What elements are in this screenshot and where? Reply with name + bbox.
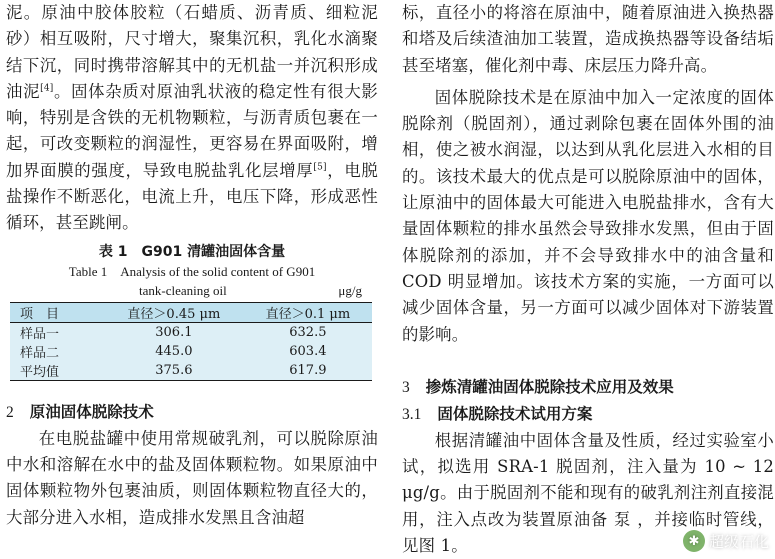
section-3-number: 3: [402, 378, 410, 396]
table-row: [10, 361, 372, 381]
table-header-item: 项 目: [10, 302, 104, 322]
section-2-number: 2: [6, 403, 14, 421]
table-row: [10, 322, 372, 342]
watermark: [683, 530, 769, 552]
table-cell: 632.5: [289, 324, 327, 340]
reference-5[interactable]: [5]: [313, 162, 327, 173]
right-paragraph-2: 固体脱除技术是在原油中加入一定浓度的固体脱除剂（脱固剂），通过剥除包裹在固体外围的油相，使之被水润湿，以达到从乳化层进入水相的目的。该技术最大的优点是可以脱除原油中的固体，让原油中的固体最大可能进入电脱盐排水，含有大量固体颗粒的排水虽然会导致排水发黑，但由于固体脱除剂的添加，并不会导致排水中的油含量和 COD 明显增加。该技术方案的实施，一方面可以减少固体含量，另一方面可以减少固体对下游装置的影响。: [402, 87, 774, 344]
table-cell: 样品二: [20, 345, 60, 361]
section-2-title: 原油固体脱除技术: [29, 402, 154, 421]
table-cell: 样品一: [20, 326, 60, 342]
table-caption-en-line2: [6, 282, 378, 302]
table-caption-en-cont: tank-cleaning oil: [139, 282, 227, 298]
section-3-heading: [402, 374, 774, 401]
left-paragraph-2: 在电脱盐罐中使用常规破乳剂，可以脱除原油中水和溶解在水中的盐及固体颗粒物。如果原油中固体颗粒物外包裹油质，则固体颗粒物直径大的，大部分进入水相，造成排水发黑且含油超: [6, 428, 378, 527]
left-para1-text-c: ，电脱盐操作不断恶化，电流上升，电压下降，形成恶性循环，甚至跳闸。: [6, 160, 378, 233]
section-3-1-title: 固体脱除技术试用方案: [437, 404, 593, 423]
right-column: [402, 0, 774, 559]
section-3-1-heading: [402, 401, 774, 428]
left-para1-text: 泥。原油中胶体胶粒（石蜡质、沥青质、细粒泥砂）相互吸附，尺寸增大，聚集沉积，乳化水滴聚结下沉，同时携带溶解其中的无机盐一并沉积形成油泥: [6, 3, 378, 101]
table-cell: 306.1: [155, 324, 193, 340]
section-3-title: 掺炼清罐油固体脱除技术应用及效果: [425, 377, 674, 396]
table-unit: μg/g: [338, 282, 362, 298]
table-cell: 617.9: [289, 362, 327, 378]
right-paragraph-1: 标，直径小的将溶在原油中，随着原油进入换热器和塔及后续渣油加工装置，造成换热器等设备结垢甚至堵塞，催化剂中毒、床层压力降升高。: [402, 3, 774, 75]
table-1: [6, 242, 378, 381]
table-header-045: 直径＞0.45 μm: [104, 302, 244, 322]
left-column: [6, 0, 378, 531]
section-2-heading: [6, 399, 378, 426]
watermark-text: 超级石化: [708, 532, 769, 551]
reference-4[interactable]: [4]: [40, 83, 54, 94]
table-cell: 375.6: [155, 362, 193, 378]
left-paragraph-1: [6, 0, 378, 237]
table-caption-en: Table 1 Analysis of the solid content of G901: [68, 263, 316, 279]
table-caption-cn: 表 1 G901 清罐油固体含量: [98, 243, 286, 260]
wechat-logo-icon: ✱: [683, 530, 705, 552]
solid-content-table: [10, 302, 372, 381]
table-header-row: [10, 302, 372, 322]
left-para1-text-b: 。固体杂质对原油乳状液的稳定性有很大影响，特别是含铁的无机物颗粒，与沥青质包裹在一起，可改变颗粒的润湿性，更容易在界面吸附，增加界面膜的强度，导致电脱盐乳化层增厚: [6, 81, 378, 180]
table-header-01: 直径＞0.1 μm: [244, 302, 372, 322]
section-3-1-number: 3.1: [402, 405, 422, 423]
table-row: [10, 342, 372, 361]
right-paragraph-3: 根据清罐油中固体含量及性质，经过实验室小试，拟选用 SRA-1 脱固剂，注入量为 10 ~ 12 μg/g。由于脱固剂不能和现有的破乳剂注剂直接混用，注入点改为装置原油备 泵 ，并接临时管线，见图 1。: [402, 430, 774, 556]
table-cell: 603.4: [289, 343, 327, 359]
table-cell: 平均值: [20, 364, 60, 380]
table-cell: 445.0: [155, 343, 193, 359]
